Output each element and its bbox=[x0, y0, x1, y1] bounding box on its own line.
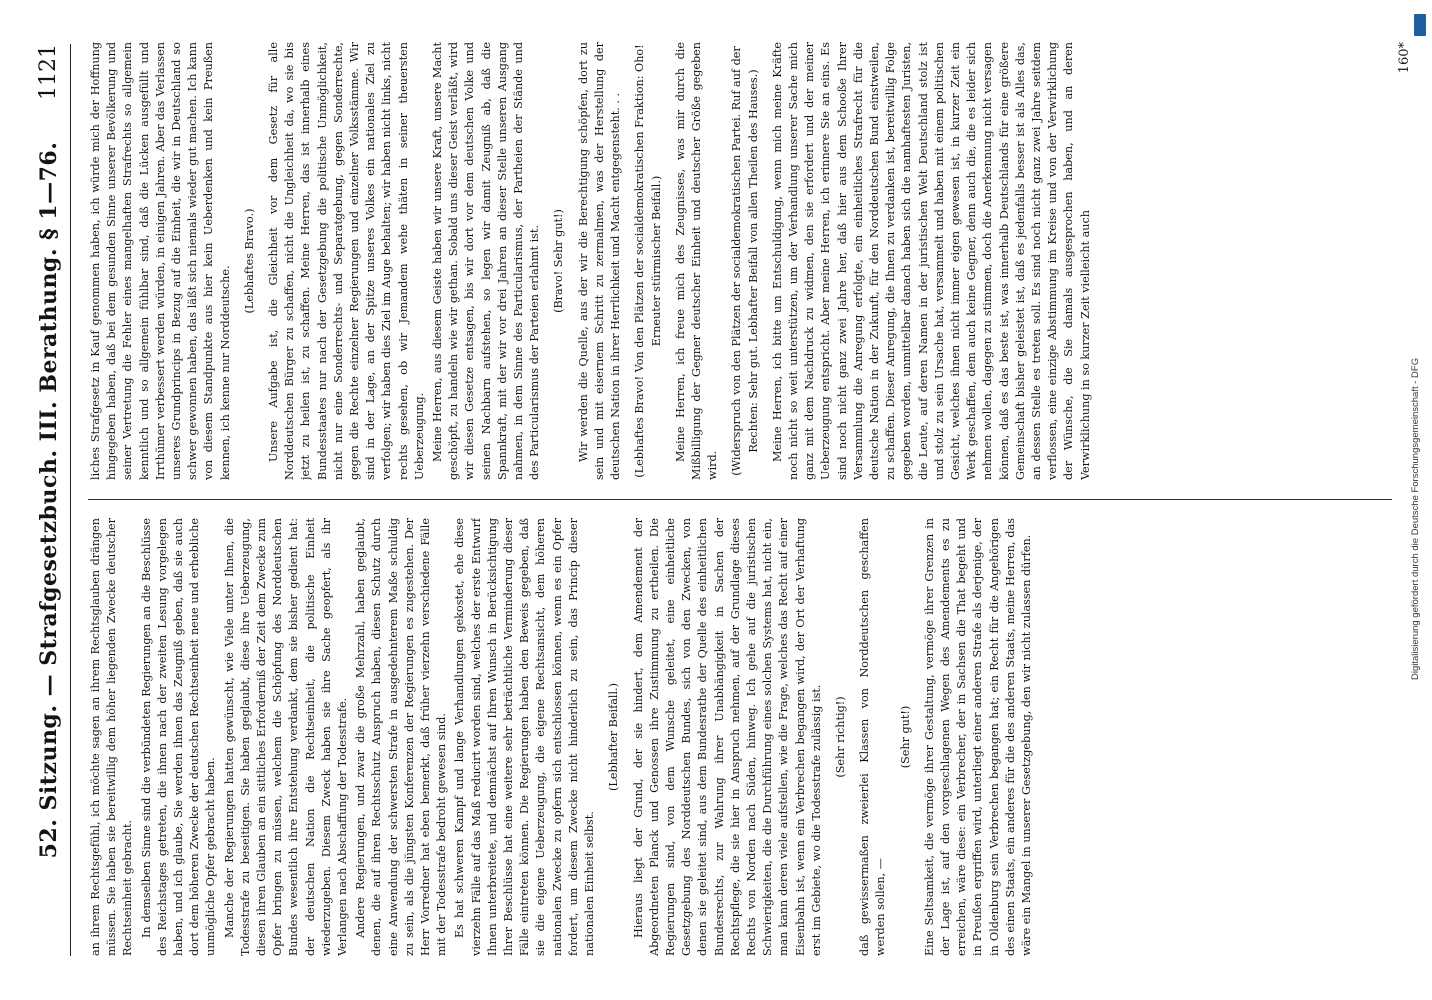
dfg-logo-icon bbox=[1414, 14, 1426, 36]
paragraph: Manche der Regierungen hatten gewünscht, wie Viele unter Ihnen, die Todesstrafe zu beseitigen. Sie haben geglaubt, diese ihre Ueberzeugung, diesen ihren Glauben an ein sittliches Erforderniß der Zeit dem Zwecke zum Opfer bringen zu müssen, welchem die Schöpfung des Norddeutschen Bundes wesentlich ihre Entstehung verdankt, dem sie bisher gedient hat: der deutschen Nation die Rechtseinheit, die politische Einheit wiederzugeben. Diesem Zweck haben sie ihre Sache geopfert, als ihr Verlangen nach Abschaffung der Todesstrafe. bbox=[222, 518, 350, 956]
paragraph: Meine Herren, aus diesem Geiste haben wir unsere Kraft, unsere Macht geschöpft, zu handeln wie wir gethan. Sobald uns dieser Geist verläßt, wird wir diesen Gesetze entsagen, bis wir dort vor dem deutschen Volke und seinen Nachbarn aufstehen, so legen wir damit Zeugniß ab, daß die Spannkraft, mit der wir vor drei Jahren an dieser Stelle unseren Ausgang nahmen, in dem Sinne des Particularismus, der Partheien der Stände und des Particularismus der Parteien erlahmt ist. bbox=[431, 42, 542, 480]
paragraph: Wir werden die Quelle, aus der wir die Berechtigung schöpfen, dort zu sein und mit eisernem Schritt zu zermalmen, was der Herstellung der deutschen Nation in ihrer Herrlichkeit und Macht entgegensteht. . . bbox=[576, 42, 623, 480]
digitization-note: Digitalisierung gefördert durch die Deutsche Forschungsgemeinschaft - DFG bbox=[1410, 357, 1421, 680]
paragraph: Andere Regierungen, und zwar die große Mehrzahl, haben geglaubt, denen, die auf ihren Rechtsschutz Anspruch haben, diesen Schutz durch eine Anwendung der schwersten Strafe in ausgedehnterem Maße schuldig zu sein, als die jüngsten Konferenzen der Regierungen es zugestehen. Der Herr Vorredner hat eben bemerkt, daß früher vierzehn verschiedene Fälle mit der Todesstrafe bedroht gewesen sind. bbox=[354, 518, 449, 956]
paragraph: Meine Herren, ich bitte um Entschuldigung, wenn mich meine Kräfte noch nicht so weit unterstützen, um der Verhandlung unserer Sache mich ganz mit dem Nachdruck zu widmen, den sie erfordert und der meiner Ueberzeugung entspricht. Aber meine Herren, ich erinnere Sie an eins. Es sind noch nicht ganz zwei Jahre her, daß hier aus dem Schooße Ihrer Versammlung die Anregung erfolgte, ein einheitliches Strafrecht für die deutsche Nation in der Zukunft, für den Norddeutschen Bund einstweilen, zu schaffen. Dieser Anregung, die Ihnen zu verdanken ist, bereitwillig Folge gegeben worden, unmittelbar danach haben sich die namhaftesten Juristen, die Leute, auf deren Namen in der juristischen Welt Deutschland stolz ist und stolz zu sein Ursache hat, versammelt und haben mit einem politischen Gesicht, welches ihnen nicht immer eigen gewesen ist, in kurzer Zeit ein Werk geschaffen, dem auch keine Gegner, denn auch die, die es leider sich nehmen wollen, dagegen zu stimmen, doch die Anerkennung nicht versagen können, daß es das beste ist, was innerhalb Deutschlands für eine größere Gemeinschaft bisher geleistet ist, daß es jedenfalls besser ist als Alles das, an dessen Stelle es treten soll. Es sind noch nicht ganz zwei Jahre seitdem verflossen, eine einzige Abstimmung im Kreise und von der Verwirklichung der Wünsche, die Sie damals ausgesprochen haben, und an deren Verwirklichung in so kurzer Zeit vielleicht auch bbox=[770, 42, 1092, 480]
paragraph: Eine Seltsamkeit, die vermöge ihrer Gestaltung, vermöge ihrer Grenzen in der Lage ist, auf den vorgeschlagenen Wegen des Amendements es zu erreichen, wäre diese: ein Verbrecher, der in Sachsen die That begeht und in Preußen ergriffen wird, unterliegt einer anderen Strafe als derjenige, der in Oldenburg sein Verbrechen begangen hat; ein Recht für die Angehörigen des einen Staats, ein anderes für die des anderen Staats, meine Herren, das wäre ein Mangel in unserer Gesetzgebung, den wir nicht zulassen dürfen. bbox=[922, 518, 1033, 956]
paragraph: an ihrem Rechtsgefühl, ich möchte sagen an ihrem Rechtsglauben drängen müssen. Sie haben sie bereitwillig dem höher liegenden Zwecke deutscher Rechtseinheit gebracht. bbox=[89, 518, 135, 956]
reaction: (Lebhaftes Bravo! Von den Plätzen der socialdemokratischen Fraktion: Oho! Erneuter stürmischer Beifall.) bbox=[633, 44, 663, 478]
paragraph: In demselben Sinne sind die verbündeten Regierungen an die Beschlüsse des Reichstages getreten, die ihnen nach der zweiten Lesung vorgelegen haben, und ich glaube, Sie werden ihnen das Zeugniß geben, daß sie auch dort dem höheren Zwecke der deutschen Rechtseinheit neue und erhebliche unmögliche Opfer gebracht haben. bbox=[139, 518, 218, 956]
column-divider bbox=[88, 499, 1392, 500]
reaction: (Sehr gut!) bbox=[898, 705, 912, 769]
reaction: (Lebhafter Beifall.) bbox=[607, 683, 621, 791]
page-number: 1121 bbox=[36, 44, 61, 100]
right-column bbox=[88, 42, 1392, 480]
running-head: 52. Sitzung. — Strafgesetzbuch. III. Berathung. § 1—76. bbox=[36, 141, 62, 859]
paragraph: daß gewissermaßen zweierlei Klassen von Norddeutschen geschaffen werden sollen, — bbox=[858, 518, 888, 956]
paragraph: Unsere Aufgabe ist, die Gleichheit vor dem Gesetz für alle Norddeutschen Bürger zu schaffen, nicht die Ungleichheit da, wo sie bis jetzt zu heilen ist, zu schaffen. Meine Herren, das ist innerhalb eines Bundesstaates nur nach der Gesetzgebung die politische Unmöglichkeit, nicht nur eine Sonderrechts- und Separatgebung, gegen Sonderrechte, gegen die Rechte einzelner Regierungen und einzelner Volksstämme. Wir sind in der Lage, an der Spitze unseres Volkes ein nationales Ziel zu verfolgen; wir haben dies Ziel im Auge behalten; wir haben nicht links, nicht rechts gesehen, ob wir Jemandem wehe thäten in seiner theuersten Ueberzeugung. bbox=[267, 42, 426, 480]
reaction: (Widerspruch von den Plätzen der socialdemokratischen Partei. Ruf auf der Rechten: Sehr gut. Lebhafter Beifall von allen Theilen des Hauses.) bbox=[730, 46, 760, 476]
paragraph: Es hat schweren Kampf und lange Verhandlungen gekostet, ehe diese vierzehn Fälle auf das Maß reducirt worden sind, welches der erste Entwurf Ihnen unterbreitete, und demnächst auf Ihren Wunsch in Berücksichtigung Ihrer Beschlüsse hat eine weitere sehr beträchtliche Verminderung dieser Fälle eintreten können. Die Regierungen haben den Beweis gegeben, daß sie die eigene Ueberzeugung, die eigene Rechtsansicht, dem höheren nationalen Zwecke zu opfern sich entschlossen können, wenn es ein Opfer fordert, um diesem Zwecke nicht hinderlich zu sein, das Princip dieser nationalen Einheit selbst. bbox=[453, 518, 597, 956]
signature-mark: 160* bbox=[1397, 42, 1412, 74]
paragraph: liches Strafgesetz in Kauf genommen haben, ich würde mich der Hoffnung hingegeben haben, daß bei dem gesunden Sinne unserer Bevölkerung und seiner Vertretung die Fehler eines mangelhaften Strafrechts so allgemein kenntlich und so allgemein fühlbar sind, daß die Lücken ausgefüllt und Irrthümer verbessert werden würden, in einigen Jahren. Aber das Verlassen unseres Grundprincips in Bezug auf die Einheit, die wir in Deutschland so schwer gewonnen haben, das läßt sich niemals wieder gut machen. Ich kann von diesem Standpunkte aus hier kein Ueberdenken und kein Preußen kennen, ich kenne nur Norddeutsche. bbox=[89, 42, 232, 480]
left-column bbox=[88, 518, 1392, 956]
reaction: (Sehr richtig!) bbox=[833, 696, 847, 778]
reaction: (Bravo! Sehr gut!) bbox=[552, 209, 566, 313]
paragraph: Meine Herren, ich freue mich des Zeugnisses, was mir durch die Mißbilligung der Gegner deutscher Einheit und deutscher Größe gegeben wird. bbox=[673, 42, 720, 480]
page-header bbox=[30, 44, 71, 956]
paragraph: Hieraus liegt der Grund, der sie hindert, dem Amendement der Abgeordneten Planck und Genossen ihre Zustimmung zu ertheilen. Die Regierungen sind, von dem Wunsche geleitet, eine einheitliche Gesetzgebung des Norddeutschen Bundes, sich von den Zwecken, von denen sie geleitet sind, aus dem Bundesrathe der Quelle des einheitlichen Bundesrechts, zur Wahrung ihrer Unabhängigkeit in Sachen der Rechtspflege, die sie hier in Anspruch nehmen, auf der Grundlage dieses Rechts von Norden nach Süden, hinweg. Ich gehe auf die juristischen Schwierigkeiten, die die Durchführung eines solchen Systems hat, nicht ein, man kann deren viele aufstellen, wie die Frage, welches das Recht auf einer Eisenbahn ist, wenn ein Verbrechen begangen wird, der Ort der Verhaftung erst im Gebiete, wo die Todesstrafe zulässig ist. bbox=[631, 518, 823, 956]
reaction: (Lebhaftes Bravo.) bbox=[242, 208, 256, 314]
